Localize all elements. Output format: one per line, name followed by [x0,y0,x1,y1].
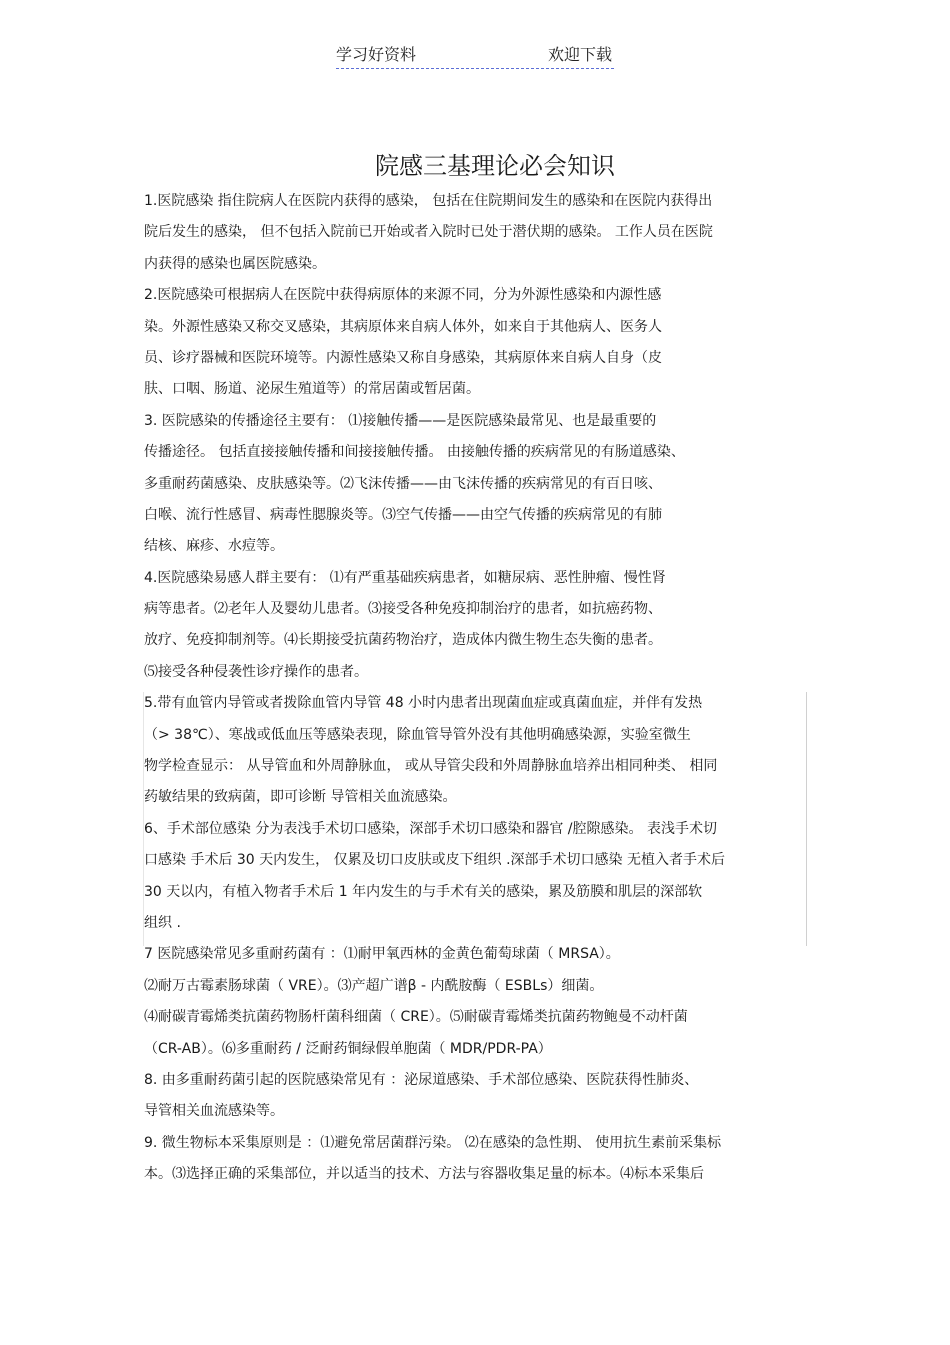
text-line: 物学检查显示： 从导管血和外周静脉血， 或从导管尖段和外周静脉血培养出相同种类、 相同 [144,758,718,775]
text-line: 传播途径。 包括直接接触传播和间接接触传播。 由接触传播的疾病常见的有肠道感染、 [144,444,685,461]
document-body [144,186,809,1191]
text-line: 白喉、流行性感冒、病毒性腮腺炎等。⑶空气传播——由空气传播的疾病常见的有肺 [144,506,662,523]
text-line: 组织 . [144,914,181,931]
text-line: 5.带有血管内导管或者拨除血管内导管 48 小时内患者出现菌血症或真菌血症，并伴有发热 [144,695,703,712]
text-line: ⑵耐万古霉素肠球菌（ VRE）。⑶产超广谱β - 内酰胺酶（ ESBLs）细菌。 [144,977,604,994]
document-title: 院感三基理论必会知识 [375,152,615,180]
text-line: ⑷耐碳青霉烯类抗菌药物肠杆菌科细菌（ CRE）。⑸耐碳青霉烯类抗菌药物鲍曼不动杆菌 [144,1009,688,1026]
text-line: （CR-AB）。⑹多重耐药 / 泛耐药铜绿假单胞菌（ MDR/PDR-PA） [144,1040,552,1057]
text-line: 放疗、免疫抑制剂等。⑷长期接受抗菌药物治疗，造成体内微生物生态失衡的患者。 [144,632,662,649]
text-line: 多重耐药菌感染、皮肤感染等。⑵飞沫传播——由飞沫传播的疾病常见的有百日咳、 [144,475,662,492]
text-line: 3. 医院感染的传播途径主要有： ⑴接触传播——是医院感染最常见、也是最重要的 [144,412,657,429]
text-line: 4.医院感染易感人群主要有： ⑴有严重基础疾病患者，如糖尿病、恶性肿瘤、慢性肾 [144,569,666,586]
text-line: （> 38℃）、寒战或低血压等感染表现，除血管导管外没有其他明确感染源，实验室微生 [144,726,691,743]
text-line: 员、诊疗器械和医院环境等。内源性感染又称自身感染，其病原体来自病人自身（皮 [144,349,662,366]
page-header [336,40,614,69]
text-line: 药敏结果的致病菌，即可诊断 导管相关血流感染。 [144,789,457,806]
text-line: 6、手术部位感染 分为表浅手术切口感染，深部手术切口感染和器官 /腔隙感染。 表浅手术切 [144,820,717,837]
text-line: 7 医院感染常见多重耐药菌有 ：⑴耐甲氧西林的金黄色葡萄球菌（ MRSA）。 [144,946,620,963]
text-line: 8. 由多重耐药菌引起的医院感染常见有 ：泌尿道感染、手术部位感染、医院获得性肺炎、 [144,1071,699,1088]
text-line: 染。外源性感染又称交叉感染，其病原体来自病人体外，如来自于其他病人、医务人 [144,318,662,335]
text-line: 结核、麻疹、水痘等。 [144,538,284,555]
text-line: 导管相关血流感染等。 [144,1103,284,1120]
text-line: 9. 微生物标本采集原则是 ：⑴避免常居菌群污染。 ⑵在感染的急性期、 使用抗生素前采集标 [144,1134,722,1151]
text-line: 1.医院感染 指住院病人在医院内获得的感染， 包括在住院期间发生的感染和在医院内获得出 [144,193,713,209]
text-line: 病等患者。⑵老年人及婴幼儿患者。⑶接受各种免疫抑制治疗的患者，如抗癌药物、 [144,601,662,618]
header-right-text: 欢迎下载 [547,45,612,64]
header-left-text: 学习好资料 [336,45,417,64]
text-line: 2.医院感染可根据病人在医院中获得病原体的来源不同，分为外源性感染和内源性感 [144,287,662,304]
text-line: 肤、口咽、肠道、泌尿生殖道等）的常居菌或暂居菌。 [144,381,480,398]
text-line: 30 天以内，有植入物者手术后 1 年内发生的与手术有关的感染，累及筋膜和肌层的深部软 [144,883,703,900]
text-line: 口感染 手术后 30 天内发生， 仅累及切口皮肤或皮下组织 .深部手术切口感染 无植入者手术后 [144,852,725,869]
text-line: ⑸接受各种侵袭性诊疗操作的患者。 [144,663,368,680]
text-line: 本。⑶选择正确的采集部位，并以适当的技术、方法与容器收集足量的标本。⑷标本采集后 [144,1166,704,1183]
text-line: 内获得的感染也属医院感染。 [144,255,326,272]
text-line: 院后发生的感染， 但不包括入院前已开始或者入院时已处于潜伏期的感染。 工作人员在医院 [144,224,713,241]
